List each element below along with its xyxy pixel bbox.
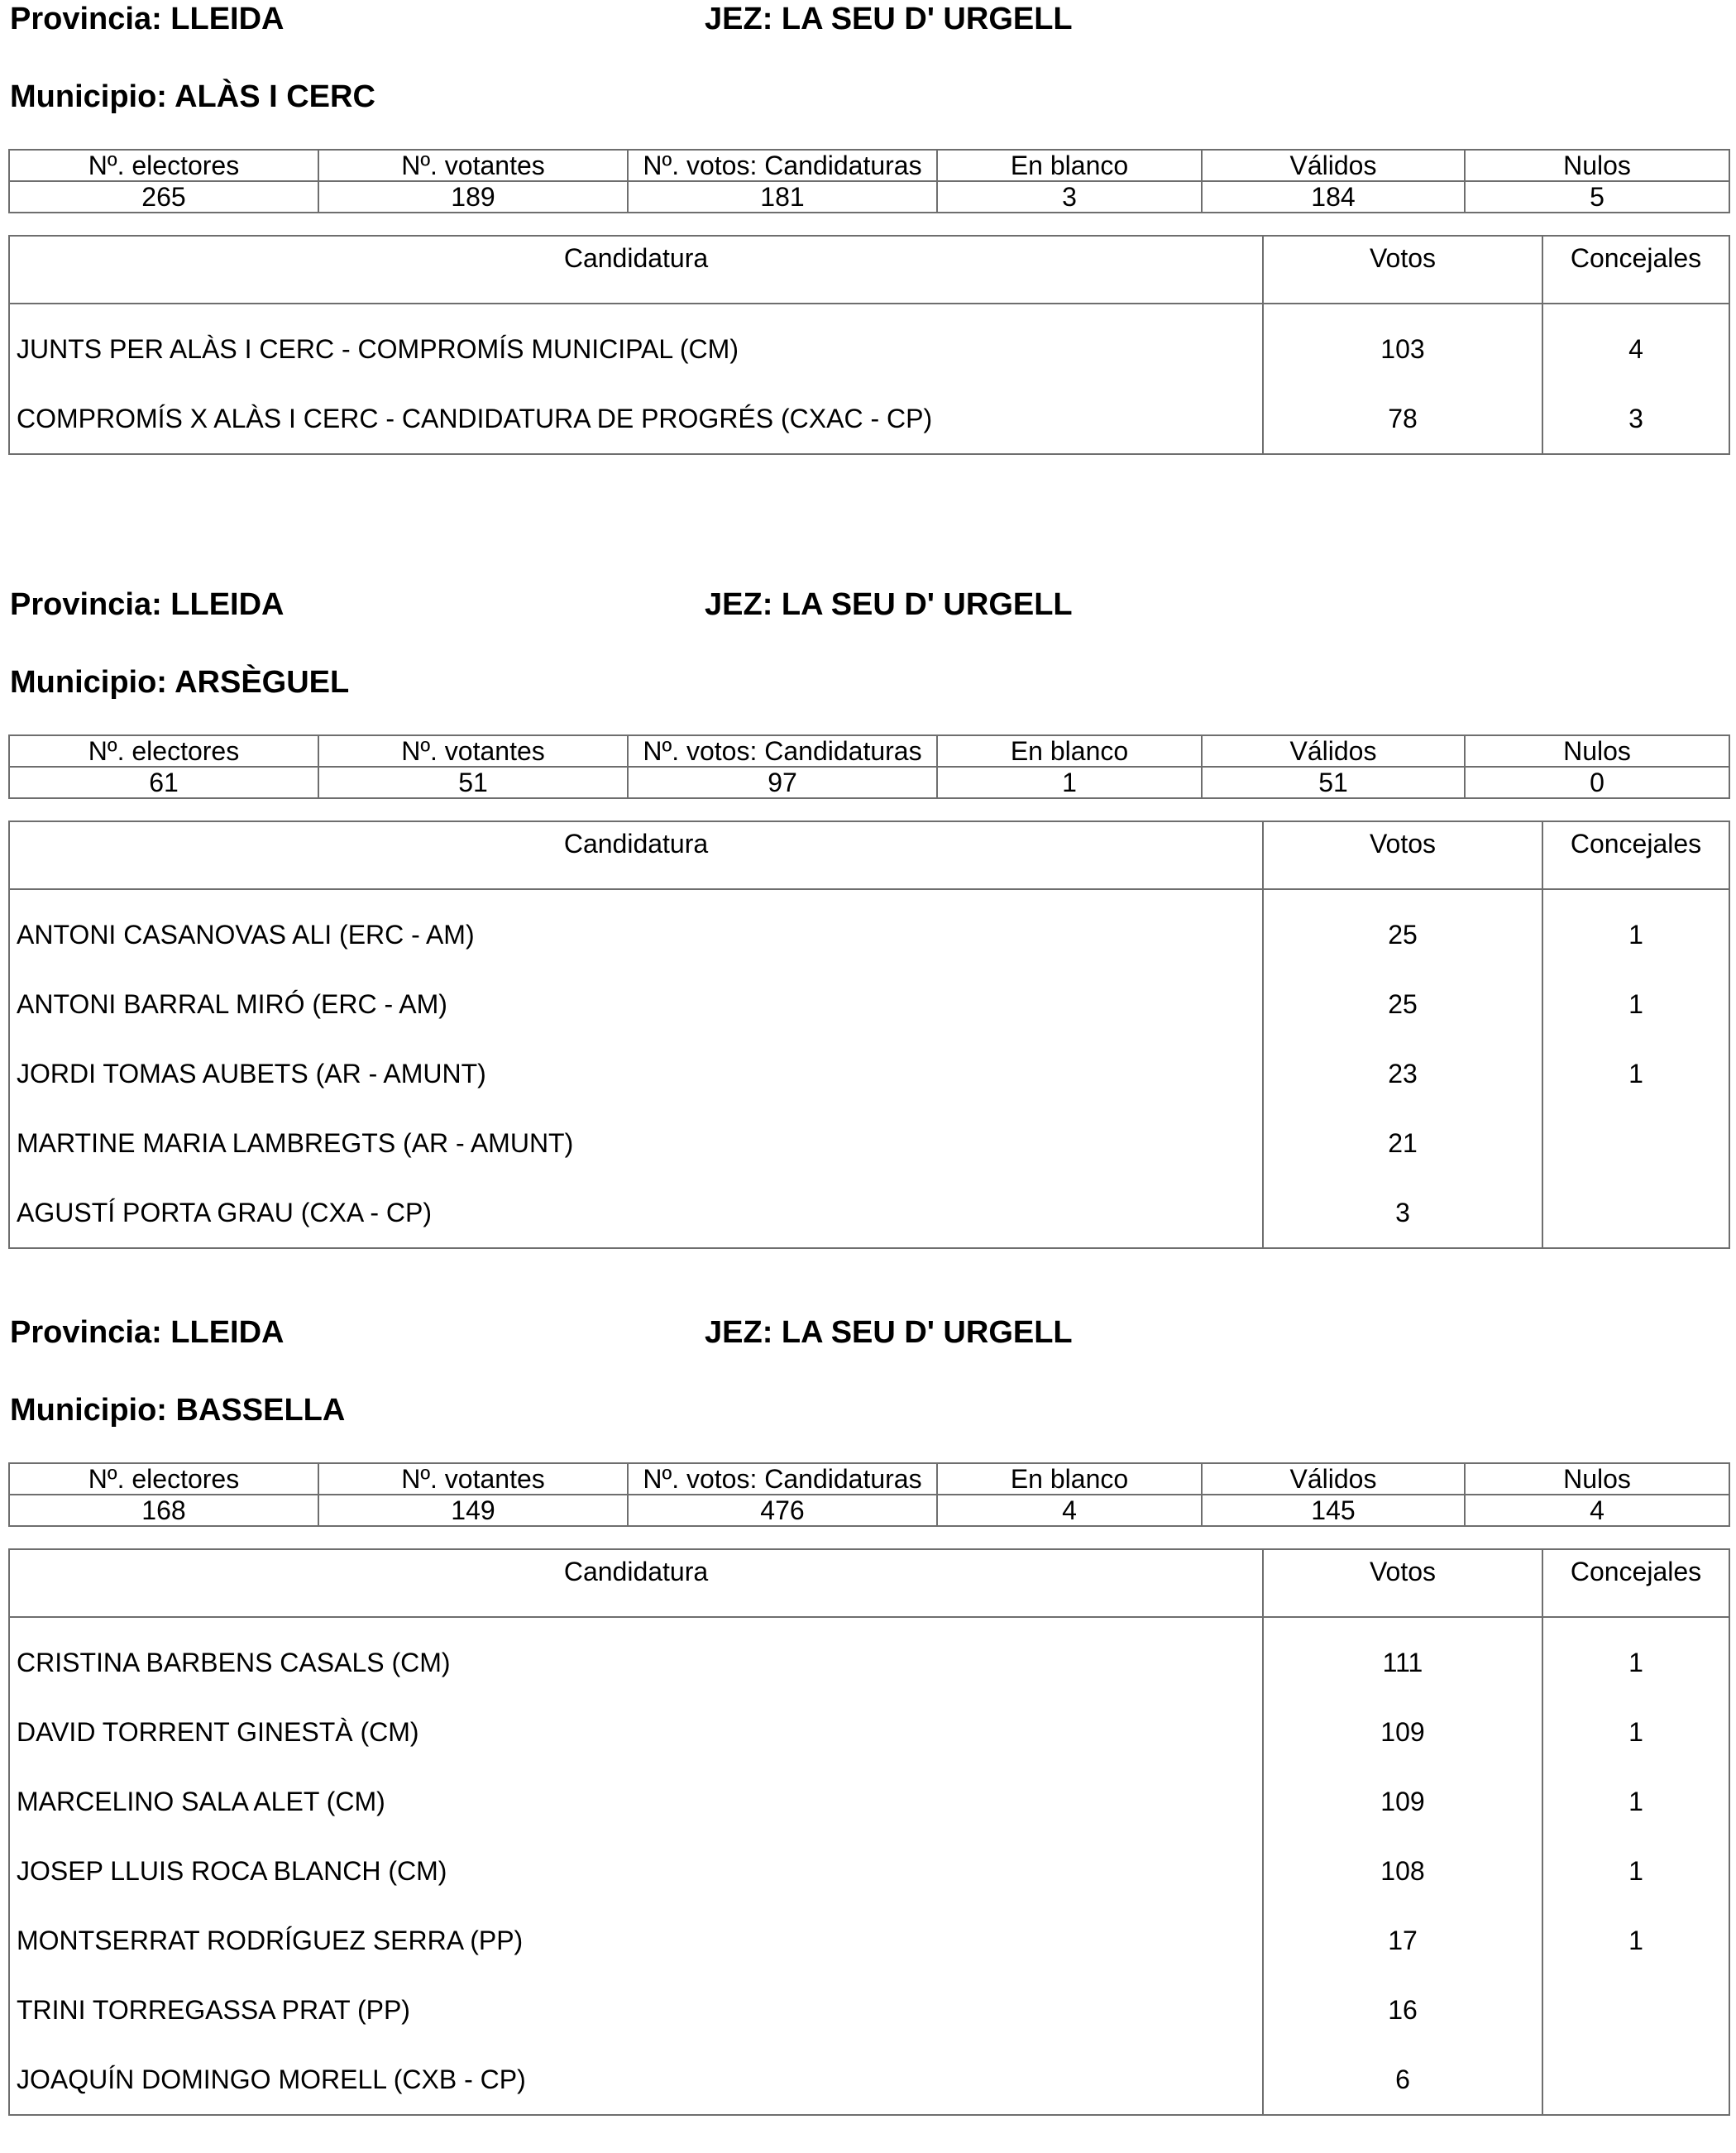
candidate-name: ANTONI CASANOVAS ALI (ERC - AM): [9, 889, 1263, 969]
candidate-row: [9, 1906, 1729, 1975]
candidate-concejales: 1: [1542, 1836, 1729, 1906]
jez-label: JEZ: LA SEU D' URGELL: [705, 2, 1073, 36]
provincia-label: Provincia: LLEIDA: [10, 587, 285, 622]
candidate-row: [9, 1975, 1729, 2045]
header-electores: Nº. electores: [9, 150, 318, 181]
candidate-row: [9, 969, 1729, 1039]
candidates-table: [8, 1548, 1730, 2116]
header-votantes: Nº. votantes: [318, 1463, 628, 1495]
header-en-blanco: En blanco: [937, 735, 1202, 767]
value-votos-candidaturas: 476: [628, 1495, 937, 1526]
candidate-row: [9, 2045, 1729, 2115]
header-concejales: Concejales: [1542, 1549, 1729, 1617]
header-electores: Nº. electores: [9, 1463, 318, 1495]
candidate-concejales: 1: [1542, 1767, 1729, 1836]
municipio-title: Municipio: BASSELLA: [10, 1393, 346, 1428]
provincia-label: Provincia: LLEIDA: [10, 2, 285, 36]
value-nulos: 5: [1465, 181, 1729, 213]
value-votantes: 189: [318, 181, 628, 213]
header-votos: Votos: [1263, 236, 1542, 304]
provincia-label: Provincia: LLEIDA: [10, 1315, 285, 1350]
candidate-votos: 108: [1263, 1836, 1542, 1906]
candidate-concejales: 4: [1542, 304, 1729, 384]
candidates-table: [8, 235, 1730, 455]
candidate-concejales: 1: [1542, 969, 1729, 1039]
value-votos-candidaturas: 97: [628, 767, 937, 798]
candidate-row: [9, 1178, 1729, 1248]
header-nulos: Nulos: [1465, 1463, 1729, 1495]
header-candidatura: Candidatura: [9, 1549, 1263, 1617]
jez-label: JEZ: LA SEU D' URGELL: [705, 1315, 1073, 1350]
candidate-row: [9, 304, 1729, 384]
header-votos-candidaturas: Nº. votos: Candidaturas: [628, 150, 937, 181]
candidate-votos: 25: [1263, 969, 1542, 1039]
candidate-name: DAVID TORRENT GINESTÀ (CM): [9, 1697, 1263, 1767]
candidate-votos: 6: [1263, 2045, 1542, 2115]
value-validos: 51: [1202, 767, 1465, 798]
header-en-blanco: En blanco: [937, 150, 1202, 181]
header-candidatura: Candidatura: [9, 821, 1263, 889]
candidate-row: [9, 1767, 1729, 1836]
header-concejales: Concejales: [1542, 236, 1729, 304]
candidate-row: [9, 1108, 1729, 1178]
header-nulos: Nulos: [1465, 150, 1729, 181]
value-votantes: 51: [318, 767, 628, 798]
value-validos: 145: [1202, 1495, 1465, 1526]
header-nulos: Nulos: [1465, 735, 1729, 767]
candidate-votos: 23: [1263, 1039, 1542, 1108]
candidate-votos: 21: [1263, 1108, 1542, 1178]
header-validos: Válidos: [1202, 1463, 1465, 1495]
candidate-concejales: 1: [1542, 1697, 1729, 1767]
value-en-blanco: 3: [937, 181, 1202, 213]
candidate-name: JOAQUÍN DOMINGO MORELL (CXB - CP): [9, 2045, 1263, 2115]
candidates-header-row: [9, 821, 1729, 889]
stats-header-row: [9, 1463, 1729, 1495]
stats-header-row: [9, 150, 1729, 181]
candidate-votos: 25: [1263, 889, 1542, 969]
header-en-blanco: En blanco: [937, 1463, 1202, 1495]
stats-value-row: [9, 767, 1729, 798]
candidate-votos: 109: [1263, 1767, 1542, 1836]
value-en-blanco: 1: [937, 767, 1202, 798]
header-validos: Válidos: [1202, 735, 1465, 767]
candidate-name: ANTONI BARRAL MIRÓ (ERC - AM): [9, 969, 1263, 1039]
header-electores: Nº. electores: [9, 735, 318, 767]
candidate-concejales: [1542, 1975, 1729, 2045]
candidate-votos: 111: [1263, 1617, 1542, 1697]
candidate-name: JOSEP LLUIS ROCA BLANCH (CM): [9, 1836, 1263, 1906]
header-votos-candidaturas: Nº. votos: Candidaturas: [628, 735, 937, 767]
stats-table: [8, 734, 1730, 799]
candidate-concejales: [1542, 1178, 1729, 1248]
candidate-name: MARCELINO SALA ALET (CM): [9, 1767, 1263, 1836]
header-votantes: Nº. votantes: [318, 735, 628, 767]
header-validos: Válidos: [1202, 150, 1465, 181]
candidate-concejales: 1: [1542, 1617, 1729, 1697]
candidate-votos: 3: [1263, 1178, 1542, 1248]
header-votos-candidaturas: Nº. votos: Candidaturas: [628, 1463, 937, 1495]
candidate-votos: 16: [1263, 1975, 1542, 2045]
candidate-row: [9, 384, 1729, 454]
candidate-concejales: 1: [1542, 1039, 1729, 1108]
value-electores: 168: [9, 1495, 318, 1526]
candidate-concejales: 1: [1542, 1906, 1729, 1975]
header-votos: Votos: [1263, 1549, 1542, 1617]
value-electores: 61: [9, 767, 318, 798]
stats-table: [8, 1462, 1730, 1527]
stats-table: [8, 149, 1730, 213]
header-votos: Votos: [1263, 821, 1542, 889]
value-nulos: 4: [1465, 1495, 1729, 1526]
candidates-header-row: [9, 236, 1729, 304]
candidate-row: [9, 1617, 1729, 1697]
candidate-concejales: 3: [1542, 384, 1729, 454]
jez-label: JEZ: LA SEU D' URGELL: [705, 587, 1073, 622]
candidate-concejales: 1: [1542, 889, 1729, 969]
candidates-header-row: [9, 1549, 1729, 1617]
stats-value-row: [9, 181, 1729, 213]
candidate-name: CRISTINA BARBENS CASALS (CM): [9, 1617, 1263, 1697]
value-votantes: 149: [318, 1495, 628, 1526]
candidate-name: AGUSTÍ PORTA GRAU (CXA - CP): [9, 1178, 1263, 1248]
header-concejales: Concejales: [1542, 821, 1729, 889]
candidate-votos: 78: [1263, 384, 1542, 454]
candidate-votos: 103: [1263, 304, 1542, 384]
candidate-name: JORDI TOMAS AUBETS (AR - AMUNT): [9, 1039, 1263, 1108]
candidate-row: [9, 1697, 1729, 1767]
header-candidatura: Candidatura: [9, 236, 1263, 304]
value-en-blanco: 4: [937, 1495, 1202, 1526]
candidate-row: [9, 1039, 1729, 1108]
header-votantes: Nº. votantes: [318, 150, 628, 181]
municipio-title: Municipio: ARSÈGUEL: [10, 665, 350, 700]
value-votos-candidaturas: 181: [628, 181, 937, 213]
value-nulos: 0: [1465, 767, 1729, 798]
candidates-table: [8, 821, 1730, 1249]
value-electores: 265: [9, 181, 318, 213]
candidate-row: [9, 1836, 1729, 1906]
candidate-name: MONTSERRAT RODRÍGUEZ SERRA (PP): [9, 1906, 1263, 1975]
value-validos: 184: [1202, 181, 1465, 213]
candidate-name: TRINI TORREGASSA PRAT (PP): [9, 1975, 1263, 2045]
candidate-name: COMPROMÍS X ALÀS I CERC - CANDIDATURA DE PROGRÉS (CXAC - CP): [9, 384, 1263, 454]
candidate-name: MARTINE MARIA LAMBREGTS (AR - AMUNT): [9, 1108, 1263, 1178]
candidate-row: [9, 889, 1729, 969]
candidate-concejales: [1542, 1108, 1729, 1178]
candidate-votos: 17: [1263, 1906, 1542, 1975]
candidate-concejales: [1542, 2045, 1729, 2115]
candidate-votos: 109: [1263, 1697, 1542, 1767]
municipio-title: Municipio: ALÀS I CERC: [10, 79, 375, 114]
candidate-name: JUNTS PER ALÀS I CERC - COMPROMÍS MUNICIPAL (CM): [9, 304, 1263, 384]
stats-header-row: [9, 735, 1729, 767]
stats-value-row: [9, 1495, 1729, 1526]
